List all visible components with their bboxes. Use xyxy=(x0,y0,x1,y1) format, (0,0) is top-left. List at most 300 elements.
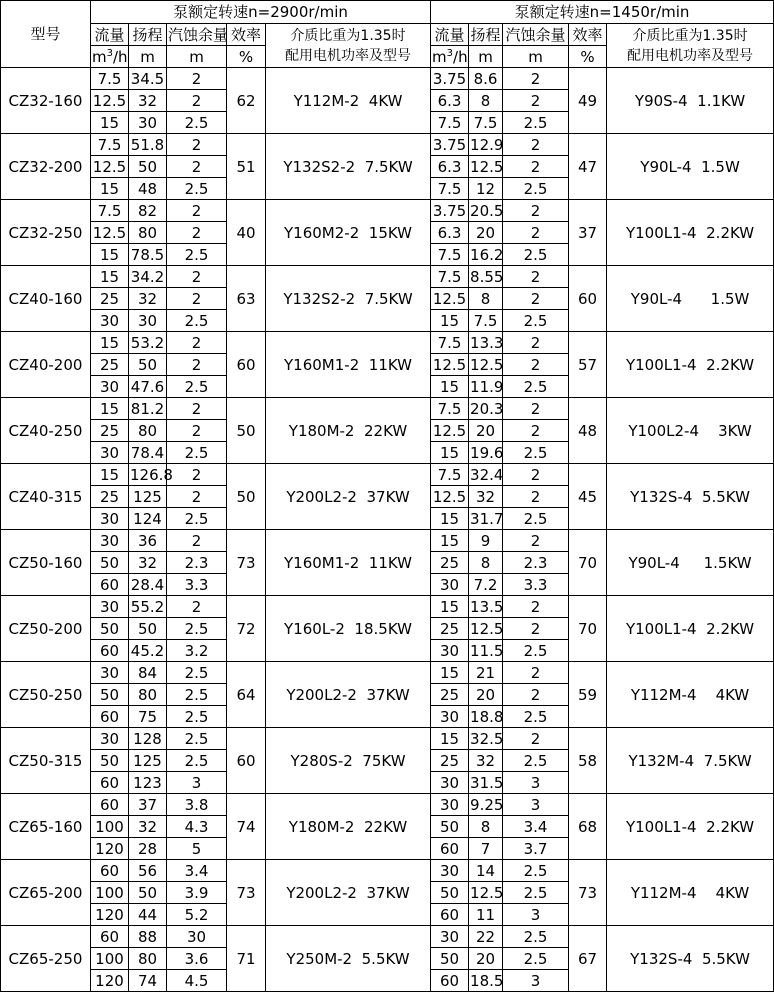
flow-2900-cell: 30 xyxy=(91,596,129,618)
head-2900-cell: 80 xyxy=(129,684,167,706)
motor-1450-cell: Y90L-4 1.5W xyxy=(607,266,774,332)
head-1450-cell: 7.5 xyxy=(469,112,503,134)
table-row xyxy=(1,464,774,486)
head-1450-cell: 20 xyxy=(469,222,503,244)
head-2900-cell: 53.2 xyxy=(129,332,167,354)
flow-2900-cell: 25 xyxy=(91,420,129,442)
head-1450-cell: 12.5 xyxy=(470,355,504,374)
npsh-1450-cell: 2 xyxy=(503,530,569,552)
npsh-1450-cell: 2.3 xyxy=(503,552,569,574)
header-speed-1450: 泵额定转速n=1450r/min xyxy=(431,1,774,24)
motor-2900-cell: Y280S-2 75KW xyxy=(266,728,431,794)
head-2900-cell: 51.8 xyxy=(129,134,167,156)
flow-1450-cell: 7.5 xyxy=(431,332,469,354)
flow-2900-cell: 50 xyxy=(91,618,129,640)
header-motor-1450 xyxy=(607,24,774,68)
table-row xyxy=(1,266,774,288)
flow-2900-cell: 30 xyxy=(91,508,129,530)
flow-2900-cell: 60 xyxy=(91,574,129,596)
npsh-1450-cell: 2 xyxy=(503,134,569,156)
unit-eff-1450: % xyxy=(569,46,607,68)
header-motor-line1: 介质比重为1.35时 xyxy=(290,27,406,44)
motor-1450-cell: Y90S-4 1.1KW xyxy=(607,68,774,134)
motor-2900-cell: Y160L-2 18.5KW xyxy=(266,596,431,662)
eff-2900-cell: 73 xyxy=(227,860,266,926)
flow-1450-cell: 60 xyxy=(431,904,469,926)
npsh-1450-cell: 2.5 xyxy=(503,860,569,882)
head-1450-cell: 12.5 xyxy=(470,619,504,638)
model-cell: CZ40-315 xyxy=(1,464,91,530)
npsh-2900-cell: 2.5 xyxy=(167,442,227,464)
head-2900-cell: 50 xyxy=(129,354,167,376)
model-cell: CZ65-250 xyxy=(1,926,91,992)
npsh-2900-cell: 2 xyxy=(167,134,227,156)
motor-2900-cell: Y132S2-2 7.5KW xyxy=(266,134,431,200)
eff-2900-cell: 63 xyxy=(227,266,266,332)
head-1450-cell: 32.5 xyxy=(470,729,504,748)
header-npsh-2900: 汽蚀余量 xyxy=(168,25,229,44)
npsh-2900-cell: 2.5 xyxy=(167,178,227,200)
npsh-2900-cell: 2 xyxy=(167,332,227,354)
npsh-2900-cell: 2 xyxy=(167,464,227,486)
head-2900-cell: 45.2 xyxy=(129,640,167,662)
eff-1450-cell: 70 xyxy=(569,596,607,662)
table-row xyxy=(1,332,774,354)
head-2900-cell: 30 xyxy=(129,310,167,332)
eff-1450-cell: 48 xyxy=(569,398,607,464)
head-2900-cell: 36 xyxy=(129,530,167,552)
npsh-1450-cell: 2 xyxy=(503,398,569,420)
flow-2900-cell: 25 xyxy=(91,354,129,376)
flow-2900-cell: 30 xyxy=(91,310,129,332)
head-1450-cell: 31.7 xyxy=(470,509,504,528)
model-cell: CZ32-250 xyxy=(1,200,91,266)
npsh-2900-cell: 3.2 xyxy=(167,640,227,662)
npsh-2900-cell: 2 xyxy=(167,486,227,508)
head-1450-cell: 18.8 xyxy=(470,707,504,726)
header-flow-1450: 流量 xyxy=(431,24,469,46)
eff-1450-cell: 73 xyxy=(569,860,607,926)
flow-2900-cell: 15 xyxy=(91,112,129,134)
head-1450-cell: 12 xyxy=(469,178,503,200)
npsh-2900-cell: 3.6 xyxy=(167,948,227,970)
motor-2900-cell: Y200L2-2 37KW xyxy=(266,860,431,926)
eff-2900-cell: 60 xyxy=(227,332,266,398)
head-2900-cell: 81.2 xyxy=(129,398,167,420)
model-cell: CZ40-250 xyxy=(1,398,91,464)
eff-1450-cell: 49 xyxy=(569,68,607,134)
head-1450-cell: 11.9 xyxy=(470,377,504,396)
unit-flow-2900 xyxy=(91,46,129,68)
npsh-2900-cell: 2 xyxy=(167,530,227,552)
head-2900-cell: 32 xyxy=(129,552,167,574)
head-2900-cell: 80 xyxy=(129,948,167,970)
motor-1450-cell: Y100L2-4 3KW xyxy=(607,398,774,464)
head-2900-cell: 75 xyxy=(129,706,167,728)
motor-1450-cell: Y100L1-4 2.2KW xyxy=(607,332,774,398)
flow-2900-cell: 60 xyxy=(91,926,129,948)
flow-2900-cell: 30 xyxy=(91,728,129,750)
unit-sup: 3 xyxy=(106,47,113,59)
flow-1450-cell: 7.5 xyxy=(431,178,469,200)
head-1450-cell: 20 xyxy=(469,420,503,442)
table-row xyxy=(1,662,774,684)
head-2900-cell: 28.4 xyxy=(129,574,167,596)
head-2900-cell: 88 xyxy=(129,926,167,948)
motor-2900-cell: Y200L2-2 37KW xyxy=(266,464,431,530)
head-2900-cell: 32 xyxy=(129,90,167,112)
npsh-2900-cell: 5.2 xyxy=(167,904,227,926)
unit-base: m xyxy=(432,47,447,66)
head-2900-cell: 48 xyxy=(129,178,167,200)
head-2900-cell: 78.4 xyxy=(129,442,167,464)
table-row xyxy=(1,200,774,222)
flow-2900-cell: 12.5 xyxy=(91,90,129,112)
npsh-2900-cell: 2 xyxy=(167,200,227,222)
motor-1450-cell: Y100L1-4 2.2KW xyxy=(607,596,774,662)
npsh-2900-cell: 2 xyxy=(167,156,227,178)
flow-2900-cell: 15 xyxy=(91,464,129,486)
flow-2900-cell: 15 xyxy=(91,244,129,266)
flow-2900-cell: 25 xyxy=(91,486,129,508)
eff-1450-cell: 47 xyxy=(569,134,607,200)
head-1450-cell: 8 xyxy=(469,552,503,574)
table-row xyxy=(1,860,774,882)
npsh-2900-cell: 2.3 xyxy=(167,552,227,574)
model-cell: CZ65-200 xyxy=(1,860,91,926)
flow-2900-cell: 15 xyxy=(91,398,129,420)
head-1450-cell: 8 xyxy=(469,816,503,838)
flow-1450-cell: 15 xyxy=(431,310,469,332)
npsh-1450-cell: 3 xyxy=(503,970,569,992)
head-2900-cell: 34.2 xyxy=(129,266,167,288)
head-2900-cell: 37 xyxy=(129,794,167,816)
flow-2900-cell: 60 xyxy=(91,640,129,662)
npsh-2900-cell: 2 xyxy=(167,420,227,442)
eff-2900-cell: 73 xyxy=(227,530,266,596)
npsh-1450-cell: 2.5 xyxy=(503,178,569,200)
npsh-1450-cell: 2.5 xyxy=(503,706,569,728)
npsh-2900-cell: 2 xyxy=(167,596,227,618)
npsh-1450-cell: 2 xyxy=(503,332,569,354)
head-2900-cell: 125 xyxy=(129,750,167,772)
npsh-2900-cell: 2 xyxy=(167,288,227,310)
npsh-2900-cell: 3.4 xyxy=(167,860,227,882)
head-2900-cell: 50 xyxy=(129,156,167,178)
header-eff-1450: 效率 xyxy=(569,24,607,46)
head-1450-cell: 14 xyxy=(469,860,503,882)
head-1450-cell: 7 xyxy=(469,838,503,860)
table-row xyxy=(1,530,774,552)
head-1450-cell: 12.9 xyxy=(470,135,504,154)
motor-2900-cell: Y132S2-2 7.5KW xyxy=(266,266,431,332)
head-2900-cell: 55.2 xyxy=(129,596,167,618)
head-1450-cell: 11 xyxy=(469,904,503,926)
flow-1450-cell: 6.3 xyxy=(431,222,469,244)
flow-2900-cell: 120 xyxy=(91,904,129,926)
npsh-1450-cell: 2.5 xyxy=(503,310,569,332)
npsh-2900-cell: 2 xyxy=(167,68,227,90)
table-row xyxy=(1,794,774,816)
head-1450-cell: 19.6 xyxy=(470,443,504,462)
head-2900-cell: 56 xyxy=(129,860,167,882)
flow-1450-cell: 7.5 xyxy=(431,112,469,134)
flow-1450-cell: 15 xyxy=(431,442,469,464)
unit-npsh-1450: m xyxy=(503,46,569,68)
npsh-2900-cell: 2.5 xyxy=(167,310,227,332)
flow-1450-cell: 15 xyxy=(431,508,469,530)
table-row xyxy=(1,596,774,618)
head-1450-cell: 12.5 xyxy=(470,883,504,902)
npsh-2900-cell: 2.5 xyxy=(167,750,227,772)
npsh-2900-cell: 2.5 xyxy=(167,508,227,530)
npsh-1450-cell: 2 xyxy=(503,200,569,222)
npsh-1450-cell: 3.7 xyxy=(503,838,569,860)
head-1450-cell: 21 xyxy=(469,662,503,684)
npsh-1450-cell: 2.5 xyxy=(503,112,569,134)
flow-2900-cell: 120 xyxy=(91,970,129,992)
npsh-2900-cell: 2.5 xyxy=(167,706,227,728)
head-2900-cell: 82 xyxy=(129,200,167,222)
flow-2900-cell: 25 xyxy=(91,288,129,310)
flow-1450-cell: 60 xyxy=(431,970,469,992)
table-row xyxy=(1,728,774,750)
npsh-1450-cell: 2 xyxy=(503,68,569,90)
head-2900-cell: 84 xyxy=(129,662,167,684)
header-row-speed xyxy=(1,1,774,24)
npsh-1450-cell: 2.5 xyxy=(503,640,569,662)
npsh-1450-cell: 2 xyxy=(503,464,569,486)
head-1450-cell: 20 xyxy=(469,684,503,706)
npsh-2900-cell: 2 xyxy=(167,398,227,420)
table-row xyxy=(1,926,774,948)
flow-2900-cell: 120 xyxy=(91,838,129,860)
motor-2900-cell: Y250M-2 5.5KW xyxy=(266,926,431,992)
flow-2900-cell: 7.5 xyxy=(91,68,129,90)
model-cell: CZ40-200 xyxy=(1,332,91,398)
head-1450-cell: 7.2 xyxy=(469,574,503,596)
head-2900-cell: 32 xyxy=(129,288,167,310)
unit-tail: /h xyxy=(453,47,468,66)
flow-1450-cell: 50 xyxy=(431,816,469,838)
flow-1450-cell: 7.5 xyxy=(431,266,469,288)
eff-1450-cell: 67 xyxy=(569,926,607,992)
npsh-2900-cell: 30 xyxy=(167,926,227,948)
flow-1450-cell: 3.75 xyxy=(431,134,469,156)
flow-1450-cell: 12.5 xyxy=(431,354,469,376)
flow-2900-cell: 100 xyxy=(91,882,129,904)
head-1450-cell: 18.5 xyxy=(470,971,504,990)
model-cell: CZ50-315 xyxy=(1,728,91,794)
head-2900-cell: 47.6 xyxy=(129,376,167,398)
flow-2900-cell: 60 xyxy=(91,794,129,816)
flow-2900-cell: 100 xyxy=(91,816,129,838)
npsh-1450-cell: 3 xyxy=(503,794,569,816)
flow-1450-cell: 12.5 xyxy=(431,420,469,442)
motor-1450-cell: Y90L-4 1.5W xyxy=(607,134,774,200)
flow-1450-cell: 15 xyxy=(431,376,469,398)
flow-2900-cell: 7.5 xyxy=(91,134,129,156)
unit-sup: 3 xyxy=(446,47,454,59)
flow-1450-cell: 30 xyxy=(431,706,469,728)
npsh-2900-cell: 2.5 xyxy=(167,112,227,134)
eff-2900-cell: 74 xyxy=(227,794,266,860)
eff-1450-cell: 60 xyxy=(569,266,607,332)
eff-2900-cell: 60 xyxy=(227,728,266,794)
head-2900-cell: 44 xyxy=(129,904,167,926)
motor-1450-cell: Y132S-4 5.5KW xyxy=(607,926,774,992)
npsh-2900-cell: 2 xyxy=(167,266,227,288)
header-speed-2900: 泵额定转速n=2900r/min xyxy=(91,1,431,24)
head-1450-cell: 32.4 xyxy=(470,465,504,484)
flow-1450-cell: 3.75 xyxy=(431,68,469,90)
flow-1450-cell: 60 xyxy=(431,838,469,860)
flow-2900-cell: 15 xyxy=(91,266,129,288)
header-eff-2900: 效率 xyxy=(227,24,266,46)
motor-2900-cell: Y112M-2 4KW xyxy=(266,68,431,134)
head-2900-cell: 78.5 xyxy=(129,244,167,266)
motor-1450-cell: Y100L1-4 2.2KW xyxy=(607,794,774,860)
head-1450-cell: 8 xyxy=(469,90,503,112)
npsh-1450-cell: 2.5 xyxy=(503,750,569,772)
head-2900-cell: 128 xyxy=(129,728,167,750)
npsh-1450-cell: 2 xyxy=(503,156,569,178)
flow-2900-cell: 50 xyxy=(91,552,129,574)
npsh-1450-cell: 2 xyxy=(503,596,569,618)
head-2900-cell: 34.5 xyxy=(129,68,167,90)
model-cell: CZ50-160 xyxy=(1,530,91,596)
header-motor-line2: 配用电机功率及型号 xyxy=(285,47,412,64)
header-motor-line2: 配用电机功率及型号 xyxy=(627,47,754,64)
eff-1450-cell: 58 xyxy=(569,728,607,794)
npsh-2900-cell: 2.5 xyxy=(167,728,227,750)
npsh-1450-cell: 2.5 xyxy=(503,244,569,266)
npsh-1450-cell: 2.5 xyxy=(503,926,569,948)
npsh-1450-cell: 2 xyxy=(503,354,569,376)
eff-2900-cell: 51 xyxy=(227,134,266,200)
eff-1450-cell: 57 xyxy=(569,332,607,398)
head-2900-cell: 123 xyxy=(129,772,167,794)
motor-2900-cell: Y160M1-2 11KW xyxy=(266,530,431,596)
flow-1450-cell: 7.5 xyxy=(431,244,469,266)
head-2900-cell: 80 xyxy=(129,420,167,442)
npsh-1450-cell: 3.3 xyxy=(503,574,569,596)
unit-head-1450: m xyxy=(469,46,503,68)
flow-1450-cell: 25 xyxy=(431,552,469,574)
head-1450-cell: 13.3 xyxy=(470,333,504,352)
npsh-2900-cell: 4.5 xyxy=(167,970,227,992)
npsh-1450-cell: 2 xyxy=(503,288,569,310)
flow-2900-cell: 12.5 xyxy=(91,156,129,178)
flow-1450-cell: 25 xyxy=(431,750,469,772)
eff-2900-cell: 72 xyxy=(227,596,266,662)
flow-2900-cell: 50 xyxy=(91,750,129,772)
npsh-1450-cell: 2 xyxy=(503,618,569,640)
eff-1450-cell: 45 xyxy=(569,464,607,530)
npsh-1450-cell: 2 xyxy=(503,486,569,508)
head-2900-cell: 80 xyxy=(129,222,167,244)
head-1450-cell: 32 xyxy=(469,750,503,772)
flow-1450-cell: 30 xyxy=(431,772,469,794)
head-2900-cell: 50 xyxy=(129,618,167,640)
eff-2900-cell: 62 xyxy=(227,68,266,134)
head-2900-cell: 50 xyxy=(129,882,167,904)
eff-2900-cell: 50 xyxy=(227,398,266,464)
head-2900-cell: 126.8 xyxy=(130,465,173,484)
npsh-1450-cell: 2.5 xyxy=(503,948,569,970)
flow-1450-cell: 30 xyxy=(431,794,469,816)
head-1450-cell: 9 xyxy=(469,530,503,552)
head-2900-cell: 28 xyxy=(129,838,167,860)
unit-eff-2900: % xyxy=(227,46,266,68)
head-1450-cell: 16.2 xyxy=(470,245,504,264)
npsh-1450-cell: 2 xyxy=(503,684,569,706)
head-1450-cell: 32 xyxy=(469,486,503,508)
header-npsh-1450: 汽蚀余量 xyxy=(503,24,569,46)
npsh-2900-cell: 2 xyxy=(167,90,227,112)
flow-2900-cell: 30 xyxy=(91,442,129,464)
head-1450-cell: 20.5 xyxy=(470,201,504,220)
flow-1450-cell: 50 xyxy=(431,882,469,904)
motor-2900-cell: Y180M-2 22KW xyxy=(266,398,431,464)
npsh-1450-cell: 2 xyxy=(503,266,569,288)
unit-tail: /h xyxy=(113,47,128,66)
npsh-2900-cell: 2.5 xyxy=(167,684,227,706)
motor-1450-cell: Y100L1-4 2.2KW xyxy=(607,200,774,266)
head-1450-cell: 12.5 xyxy=(470,157,504,176)
motor-1450-cell: Y132M-4 7.5KW xyxy=(607,728,774,794)
model-cell: CZ50-200 xyxy=(1,596,91,662)
header-head-2900: 扬程 xyxy=(129,24,167,46)
table-row xyxy=(1,68,774,90)
head-1450-cell: 20 xyxy=(469,948,503,970)
flow-2900-cell: 12.5 xyxy=(91,222,129,244)
header-motor-2900 xyxy=(266,24,431,68)
flow-2900-cell: 50 xyxy=(91,684,129,706)
npsh-2900-cell: 2.5 xyxy=(167,618,227,640)
unit-head-2900: m xyxy=(129,46,167,68)
flow-1450-cell: 50 xyxy=(431,948,469,970)
eff-2900-cell: 40 xyxy=(227,200,266,266)
head-1450-cell: 7.5 xyxy=(469,310,503,332)
eff-1450-cell: 70 xyxy=(569,530,607,596)
npsh-1450-cell: 2.5 xyxy=(503,376,569,398)
flow-2900-cell: 30 xyxy=(91,662,129,684)
head-1450-cell: 9.25 xyxy=(470,795,504,814)
flow-1450-cell: 30 xyxy=(431,574,469,596)
flow-1450-cell: 6.3 xyxy=(431,90,469,112)
eff-1450-cell: 37 xyxy=(569,200,607,266)
motor-2900-cell: Y160M1-2 11KW xyxy=(266,332,431,398)
flow-2900-cell: 100 xyxy=(91,948,129,970)
eff-2900-cell: 71 xyxy=(227,926,266,992)
flow-2900-cell: 15 xyxy=(91,332,129,354)
unit-flow-1450 xyxy=(431,46,469,68)
header-row-params xyxy=(1,24,774,46)
head-2900-cell: 74 xyxy=(129,970,167,992)
flow-1450-cell: 15 xyxy=(431,530,469,552)
npsh-1450-cell: 3 xyxy=(503,772,569,794)
npsh-2900-cell: 2 xyxy=(167,222,227,244)
eff-2900-cell: 50 xyxy=(227,464,266,530)
flow-1450-cell: 6.3 xyxy=(431,156,469,178)
flow-1450-cell: 25 xyxy=(431,684,469,706)
npsh-1450-cell: 2 xyxy=(503,662,569,684)
motor-2900-cell: Y200L2-2 37KW xyxy=(266,662,431,728)
flow-1450-cell: 15 xyxy=(431,662,469,684)
motor-1450-cell: Y90L-4 1.5KW xyxy=(607,530,774,596)
head-2900-cell: 30 xyxy=(129,112,167,134)
